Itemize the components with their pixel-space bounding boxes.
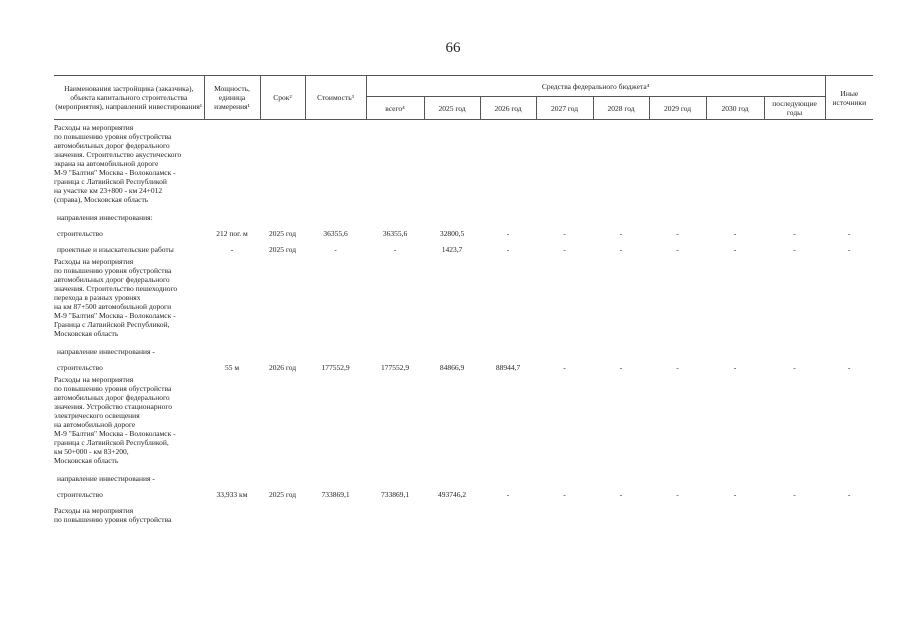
header-year-2025: 2025 год — [424, 97, 480, 120]
description-line: автомобильных дорог федерального — [54, 141, 170, 150]
header-cost: Стоимость³ — [305, 76, 366, 120]
cell-2027: - — [563, 490, 566, 499]
cell-term: 2025 год — [268, 245, 297, 254]
cell-2025: 84866,9 — [439, 363, 465, 372]
cell-total: 733869,1 — [380, 490, 410, 499]
description-line: на км 87+500 автомобильной дороги — [54, 302, 172, 311]
cell-2030: - — [733, 363, 737, 372]
cell-cost: 733869,1 — [321, 490, 350, 499]
cell-2029: - — [676, 363, 679, 372]
investment-direction: направления инвестирования: — [57, 213, 153, 222]
description-line: Московская область — [54, 456, 119, 465]
table-row — [54, 483, 873, 499]
description-line: автомобильных дорог федерального — [54, 393, 170, 402]
cell-name: строительство — [57, 490, 103, 499]
description-line: М-9 "Балтия" Москва - Волоколамск - — [54, 429, 176, 438]
description-line: Граница с Латвийской Республикой, — [54, 320, 170, 329]
description-line: Расходы на мероприятия — [54, 375, 134, 384]
header-year-2026: 2026 год — [480, 97, 536, 120]
description-line: по повышению уровня обустройства — [54, 266, 172, 275]
description-line: по повышению уровня обустройства — [54, 515, 172, 524]
object-description — [54, 254, 873, 338]
cell-2025: 32800,5 — [439, 229, 465, 238]
cell-cost: 177552,9 — [321, 363, 350, 372]
cell-cost: 36355,6 — [323, 229, 348, 238]
cell-2030: - — [733, 490, 737, 499]
cell-other: - — [847, 229, 851, 238]
cell-other: - — [847, 363, 851, 372]
cell-2027: - — [563, 363, 566, 372]
cell-2025: 1423,7 — [441, 245, 463, 254]
header-federal-budget: Средства федерального бюджета⁴ — [366, 76, 825, 97]
cell-total: 177552,9 — [380, 363, 410, 372]
header-total: всего⁴ — [366, 97, 424, 120]
object-description — [54, 372, 873, 465]
cell-name: проектные и изыскательские работы — [57, 245, 174, 254]
cell-2026: - — [506, 490, 510, 499]
cell-2027: - — [563, 229, 566, 238]
header-term: Срок² — [260, 76, 305, 120]
investment-table — [54, 75, 873, 524]
cell-2029: - — [676, 490, 679, 499]
cell-2026: 88944,7 — [495, 363, 521, 372]
cell-term: 2025 год — [268, 229, 297, 238]
table-row — [54, 356, 873, 372]
cell-name: строительство — [57, 363, 103, 372]
header-name: Наименования застройщика (заказчика), объекта капитального строительства (мероприятия), направлений инвестирования¹ — [54, 76, 204, 120]
cell-2030: - — [733, 245, 737, 254]
description-line: Московская область — [54, 329, 119, 338]
description-line: Расходы на мероприятия — [54, 257, 134, 266]
table-row — [54, 222, 873, 238]
description-line: перехода в разных уровнях — [54, 293, 141, 302]
description-line: на участке км 23+800 - км 24+012 — [54, 186, 163, 195]
cell-cost: - — [334, 245, 337, 254]
description-line: по повышению уровня обустройства — [54, 384, 172, 393]
table-row — [54, 238, 873, 254]
cell-2028: - — [619, 245, 623, 254]
description-line: значения. Устройство стационарного — [54, 402, 172, 411]
description-line: экрана на автомобильной дороге — [54, 159, 159, 168]
description-line: км 50+000 - км 83+200, — [54, 447, 129, 456]
page-number: 66 — [445, 40, 461, 56]
cell-later: - — [793, 245, 796, 254]
cell-other: - — [847, 490, 851, 499]
description-line: значения. Строительство акустического — [54, 150, 182, 159]
description-line: М-9 "Балтия" Москва - Волоколамск - — [54, 311, 176, 320]
cell-capacity: 33,933 км — [216, 490, 248, 499]
description-line: М-9 "Балтия" Москва - Волоколамск - — [54, 168, 176, 177]
cell-capacity: - — [230, 245, 234, 254]
cell-2028: - — [619, 490, 623, 499]
description-line: электрического освещения — [54, 411, 140, 420]
cell-2029: - — [676, 229, 679, 238]
cell-2027: - — [563, 245, 566, 254]
description-line: по повышению уровня обустройства — [54, 132, 172, 141]
cell-2029: - — [676, 245, 679, 254]
description-line: автомобильных дорог федерального — [54, 275, 170, 284]
header-year-2027: 2027 год — [536, 97, 593, 120]
cell-total: 36355,6 — [382, 229, 408, 238]
cell-term: 2025 год — [268, 490, 297, 499]
cell-name: строительство — [57, 229, 103, 238]
header-other-sources: Иные источники — [825, 76, 873, 120]
description-line: граница с Латвийской Республикой, — [54, 438, 169, 447]
cell-2026: - — [506, 245, 510, 254]
cell-2030: - — [733, 229, 737, 238]
description-line: (справа), Московская область — [54, 195, 149, 204]
header-capacity: Мощность, единица измерения¹ — [204, 76, 260, 120]
cell-2025: 493746,2 — [437, 490, 467, 499]
header-year-2030: 2030 год — [706, 97, 764, 120]
header-year-2029: 2029 год — [649, 97, 706, 120]
cell-2026: - — [506, 229, 510, 238]
description-line: граница с Латвийской Республикой — [54, 177, 167, 186]
cell-capacity: 212 пог. м — [216, 229, 248, 238]
cell-2028: - — [619, 363, 623, 372]
description-line: на автомобильной дороге — [54, 420, 136, 429]
investment-direction: направление инвестирования - — [57, 474, 155, 483]
cell-2028: - — [619, 229, 623, 238]
investment-direction: направление инвестирования - — [57, 347, 155, 356]
description-line: Расходы на мероприятия — [54, 506, 134, 515]
cell-total: - — [393, 245, 397, 254]
object-description — [54, 499, 873, 524]
cell-term: 2026 год — [268, 363, 297, 372]
cell-later: - — [793, 490, 796, 499]
description-line: Расходы на мероприятия — [54, 123, 134, 132]
description-line: значения. Строительство пешеходного — [54, 284, 178, 293]
cell-capacity: 55 м — [224, 363, 240, 372]
cell-later: - — [793, 363, 796, 372]
header-later-years: последующие годы — [764, 97, 825, 120]
cell-other: - — [847, 245, 851, 254]
object-description — [54, 120, 873, 205]
cell-later: - — [793, 229, 796, 238]
header-year-2028: 2028 год — [593, 97, 649, 120]
